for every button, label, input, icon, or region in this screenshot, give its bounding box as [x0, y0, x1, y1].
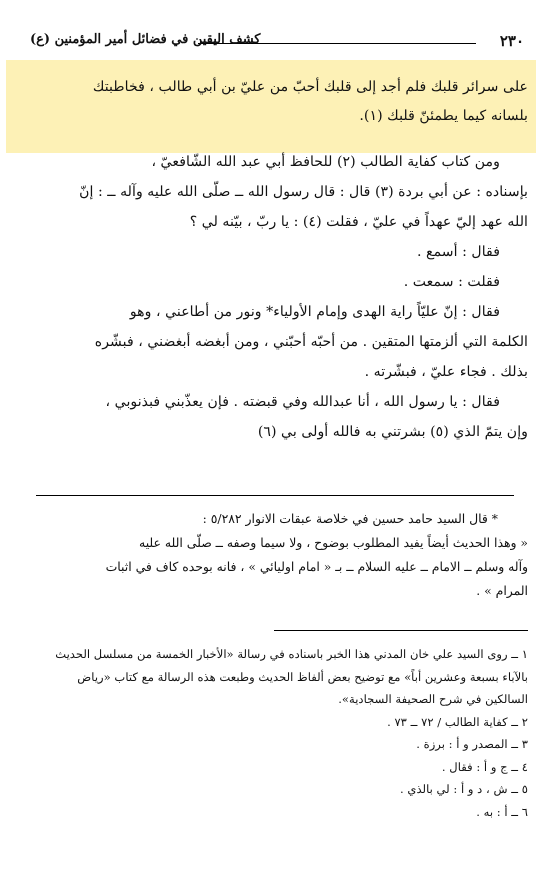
footnote-line: ٢ ــ كفاية الطالب / ٧٢ ــ ٧٣ .	[387, 714, 528, 729]
note-separator	[36, 495, 514, 496]
body-line: فقال : أسمع .	[417, 244, 500, 260]
footnote-line: ٦ ــ أ : به .	[476, 804, 528, 819]
body-line: فقال : يا رسول الله ، أنا عبدالله وفي قبضته . فإن يعذّبني فبذنوبي ،	[105, 394, 500, 410]
footnote-line: السالكين في شرح الصحيفة السجادية».	[338, 692, 528, 706]
footnote-line: ٤ ــ ج و أ : فقال .	[441, 759, 528, 774]
body-line: بإسناده : عن أبي بردة (٣) قال : قال رسول الله ــ صلّى الله عليه وآله ــ : إنّ	[79, 184, 528, 200]
note-line: وآله وسلم ــ الامام ــ عليه السلام ــ بـ « امام اوليائي » ، فانه بوحده كاف في اثبات	[105, 559, 528, 574]
footnote-line: ٣ ــ المصدر و أ : برزة .	[416, 737, 528, 751]
body-line: وإن يتمّ الذي (٥) بشرتني به فالله أولى بي (٦)	[257, 424, 528, 440]
note-line: « وهذا الحديث أيضاً يفيد المطلوب بوضوح ، ولا سيما وصفه ــ صلّى الله عليه	[139, 535, 528, 550]
asterisk-note	[28, 507, 528, 603]
running-title: كشف اليقين في فضائل أمير المؤمنين (ع)	[30, 32, 261, 47]
body-line: فقال : إنّ عليّاً راية الهدى وإمام الأولياء* ونور من أطاعني ، وهو	[129, 304, 500, 320]
body-line: على سرائر قلبك فلم أجد إلى قلبك أحبّ من عليّ بن أبي طالب ، فخاطبتك	[92, 79, 528, 95]
main-text	[28, 147, 528, 447]
highlighted-passage	[28, 73, 528, 131]
footnote-line: بالآباء بسبعة وعشرين أباً» مع توضيح بعض ألفاظ الحديث وطبعت هذه الرسالة مع كتاب «رياض	[77, 669, 528, 684]
note-line: المرام » .	[476, 583, 528, 598]
body-line: ومن كتاب كفاية الطالب (٢) للحافظ أبي عبد الله الشّافعيّ ،	[151, 154, 500, 170]
page-number: ٢٣٠	[499, 32, 524, 50]
footnote-line: ٥ ــ ش ، د و أ : لي بالذي .	[400, 782, 528, 796]
footnotes	[28, 643, 528, 823]
body-line: بلسانه كيما يطمئنّ قلبك (١).	[359, 108, 528, 124]
body-line: بذلك . فجاء عليّ ، فبشّرته .	[364, 364, 528, 380]
running-header	[30, 30, 524, 54]
note-line: * قال السيد حامد حسين في خلاصة عبقات الانوار ٥/٢٨٢ :	[202, 511, 498, 526]
footnote-separator	[274, 630, 528, 631]
body-line: فقلت : سمعت .	[403, 274, 500, 290]
body-line: الكلمة التي ألزمتها المتقين . من أحبّه أحبّني ، ومن أبغضه أبغضني ، فبشّره	[94, 334, 528, 350]
body-line: الله عهد إليّ عهداً في عليّ ، فقلت (٤) : يا ربّ ، بيّنه لي ؟	[189, 214, 528, 230]
footnote-line: ١ ــ روى السيد علي خان المدني هذا الخبر باسناده في رسالة «الأخبار الخمسة من مسلسل الحديث	[55, 647, 528, 661]
